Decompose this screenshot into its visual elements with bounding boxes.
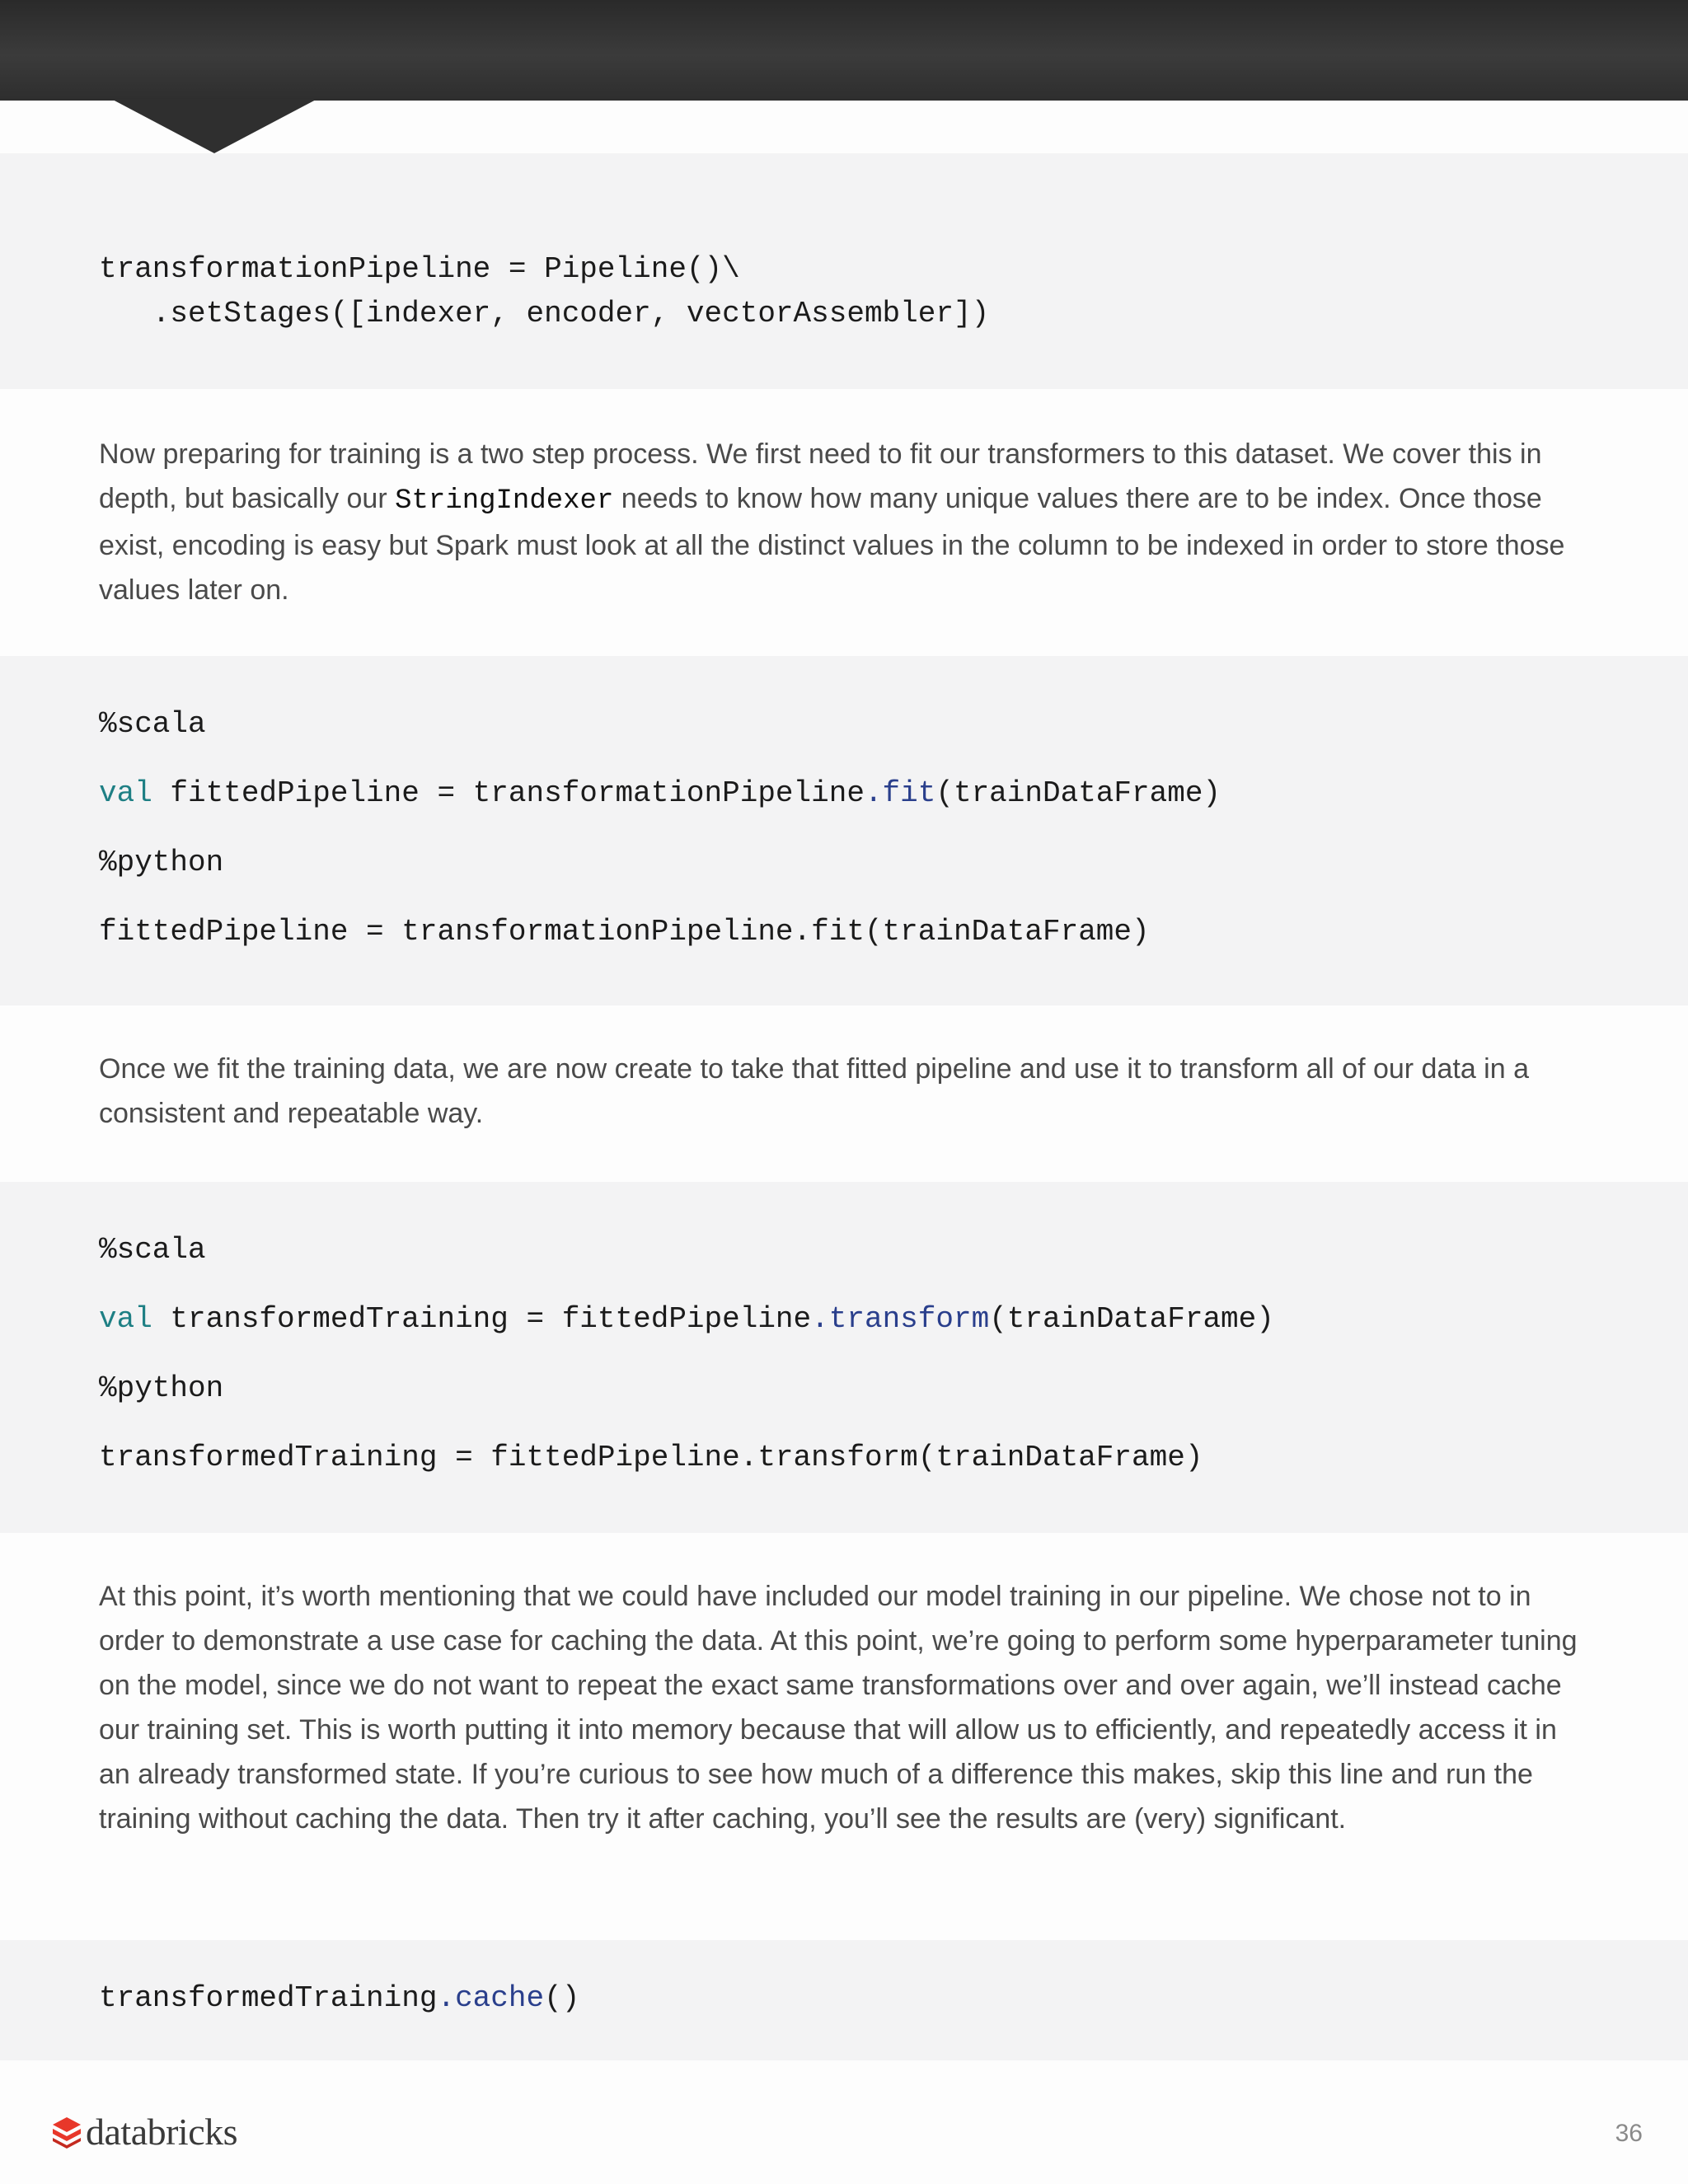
code-keyword: val (99, 1302, 152, 1336)
code-line (99, 776, 1221, 810)
code-block-pipeline (0, 153, 1688, 389)
code-keyword: val (99, 776, 152, 810)
code-method: .transform (811, 1302, 990, 1336)
code-tag: %python (99, 1371, 224, 1405)
header-notch (111, 99, 317, 153)
paragraph-text: Once we fit the training data, we are now create to take that fitted pipeline and use it to transform all of our data in a consistent and repeatable way. (99, 1053, 1529, 1129)
code-line: transformationPipeline = Pipeline()\ (99, 252, 740, 286)
code-text: (trainDataFrame) (935, 776, 1221, 810)
code-text: transformedTraining = fittedPipeline (152, 1302, 812, 1336)
code-tag: %scala (99, 707, 206, 741)
page-number: 36 (1615, 2120, 1643, 2147)
paragraph-fit-explanation (0, 432, 1688, 612)
inline-code: StringIndexer (395, 485, 614, 517)
code-line: transformedTraining = fittedPipeline.transform(trainDataFrame) (99, 1441, 1203, 1474)
code-text: () (544, 1981, 580, 2015)
code-tag: %python (99, 846, 224, 879)
paragraph-text: At this point, it’s worth mentioning that we could have included our model training in our pipeline. We chose not to in order to demonstrate a use case for caching the data. At this point, we’re going to perform some hyperparameter tuning on the model, since we do not want to repeat the exact same transformations over and over again, we’ll instead cache our training set. This is worth putting it into memory because that will allow us to efficiently, and repeatedly access it in an already transformed state. If you’re curious to see how much of a difference this makes, skip this line and run the training without caching the data. Then try it after caching, you’ll see the results are (very) significant. (99, 1581, 1578, 1835)
code-text: transformedTraining (99, 1981, 438, 2015)
paragraph-caching (0, 1574, 1688, 1841)
databricks-logo (51, 2110, 237, 2154)
code-line: .setStages([indexer, encoder, vectorAssembler]) (99, 297, 990, 330)
code-block-cache (0, 1940, 1688, 2060)
text-span: needs to know how many unique values there are to be index. Once those exist, encoding is easy but Spark must look at all the distinct values in the column to be indexed in order to store those values later on. (99, 483, 1565, 606)
code-method: .fit (864, 776, 936, 810)
paragraph-transform-intro (0, 1047, 1688, 1136)
code-block-fit (0, 656, 1688, 1005)
code-tag: %scala (99, 1233, 206, 1267)
code-line: fittedPipeline = transformationPipeline.fit(trainDataFrame) (99, 915, 1150, 949)
paragraph-text (99, 432, 1582, 612)
code-line (99, 1302, 1274, 1336)
databricks-stack-icon (51, 2116, 82, 2149)
code-text: (trainDataFrame) (989, 1302, 1274, 1336)
logo-wordmark: databricks (86, 2111, 238, 2153)
code-block-transform (0, 1182, 1688, 1533)
header-band (0, 0, 1688, 101)
code-text: fittedPipeline = transformationPipeline (152, 776, 865, 810)
code-line (99, 1981, 579, 2015)
text-span: Now preparing for training is a two step process. We first need to fit our transformers to this dataset. We cover this in depth, but basically our (99, 438, 1542, 514)
code-method: .cache (437, 1981, 545, 2015)
